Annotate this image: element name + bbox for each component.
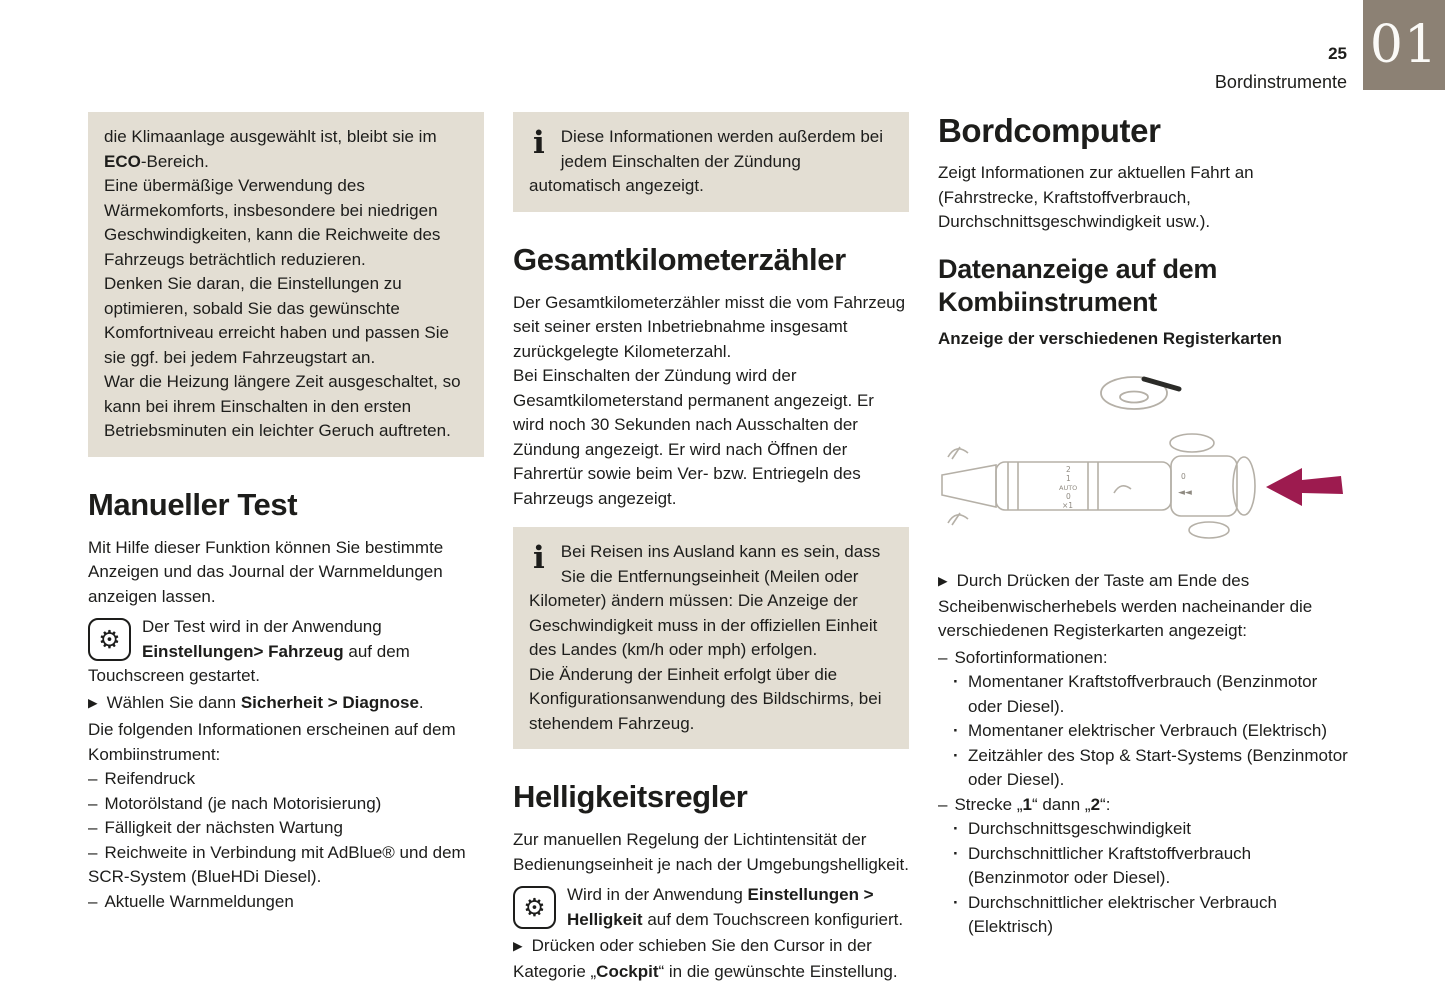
dot-icon: ·: [953, 721, 959, 740]
trip-data-list: [938, 646, 1348, 940]
dash-icon: –: [88, 818, 98, 837]
list-item-text: Reichweite in Verbindung mit AdBlue® und dem SCR-System (BlueHDi Diesel).: [88, 842, 466, 886]
dash-icon: –: [88, 842, 98, 862]
sub-list-item-text: Momentaner elektrischer Verbrauch (Elektrisch): [968, 721, 1328, 740]
chapter-title: Bordinstrumente: [1214, 71, 1347, 92]
section-heading-helligkeitsregler: Helligkeitsregler: [513, 779, 748, 814]
sub-list-item: [938, 891, 1348, 940]
list-item-text: Strecke „: [954, 794, 1023, 814]
instruction-text: Der Test wird in der Anwendung: [142, 617, 382, 636]
note-paragraph: War die Heizung längere Zeit ausgeschaltet, so kann bei ihrem Einschalten in den ersten Betriebsminuten ein leichter Geruch auftreten.: [104, 372, 461, 440]
note-paragraph: Die Änderung der Einheit erfolgt über die Konfigurationsanwendung des Bildschirms, bei stehendem Fahrzeug.: [529, 664, 882, 733]
dot-icon: ·: [953, 819, 959, 838]
action-instruction: [88, 691, 484, 717]
instruction-text-bold: Cockpit: [596, 961, 659, 981]
page-header: [1215, 42, 1347, 94]
stalk-label: AUTO: [1059, 484, 1078, 492]
list-item-text: Reifendruck: [104, 769, 196, 788]
dash-icon: –: [88, 769, 98, 788]
list-item-text: Fälligkeit der nächsten Wartung: [104, 818, 343, 837]
sub-list-item: [938, 719, 1348, 744]
section-heading-gesamtkilometerzaehler: Gesamtkilometerzähler: [513, 241, 846, 277]
stalk-label: ×1: [1062, 501, 1074, 510]
action-arrow-icon: ▶: [938, 573, 948, 588]
list-item: [88, 890, 484, 915]
sub-heading-datenanzeige: Datenanzeige auf dem Kombiinstrument: [938, 253, 1218, 317]
list-item: [938, 646, 1348, 671]
list-item-text: Sofortinformationen:: [954, 647, 1108, 667]
stalk-label: 1: [1066, 474, 1071, 483]
paragraph: Die folgenden Informationen erscheinen auf dem Kombiinstrument:: [88, 720, 456, 764]
stalk-label: 0: [1066, 492, 1071, 501]
section-heading-bordcomputer: Bordcomputer: [938, 112, 1161, 149]
wiper-stalk-illustration: [938, 363, 1348, 563]
note-paragraph: Eine übermäßige Verwendung des Wärmekomforts, insbesondere bei niedrigen Geschwindigkeiten, kann die Reichweite des Fahrzeugs beträchtlich reduzieren.: [104, 176, 441, 269]
sub-list-item-text: Durchschnittlicher elektrischer Verbrauch (Elektrisch): [968, 892, 1277, 936]
figure-label: Anzeige der verschiedenen Registerkarten: [938, 328, 1282, 348]
paragraph: Der Gesamtkilometerzähler misst die vom Fahrzeug seit seiner ersten Inbetriebnahme insgesamt zurückgelegte Kilometerzahl.: [513, 292, 906, 361]
dash-icon: –: [938, 794, 948, 814]
page-number: 25: [1328, 44, 1347, 63]
action-instruction: [938, 569, 1348, 644]
dot-icon: ·: [953, 892, 959, 912]
note-text: die Klimaanlage ausgewählt ist, bleibt sie im: [104, 127, 437, 146]
instruction-text-bold: Sicherheit > Diagnose: [240, 692, 419, 712]
stalk-label: 2: [1066, 465, 1071, 474]
climate-note-box: [88, 112, 484, 457]
note-text-bold: ECO: [104, 151, 141, 171]
chapter-number: 01: [1369, 14, 1439, 75]
list-item-text: “ dann „: [1031, 794, 1091, 814]
sub-list-item-text: Durchschnittsgeschwindigkeit: [968, 819, 1191, 838]
settings-instruction: [513, 883, 909, 932]
sub-list-item-text: Zeitzähler des Stop & Start-Systems (Benzinmotor oder Diesel).: [968, 745, 1348, 789]
stalk-sketch: [942, 434, 1255, 538]
dot-icon: ·: [953, 843, 959, 863]
action-arrow-icon: ▶: [88, 694, 98, 710]
instruction-text-bold: Einstellungen > Helligkeit: [567, 885, 874, 929]
column-middle: [513, 112, 909, 986]
note-paragraph: [104, 125, 468, 174]
info-list: [88, 767, 484, 914]
list-item-text-bold: 2: [1090, 794, 1101, 814]
note-text: -Bereich.: [140, 151, 209, 171]
instruction-text: Durch Drücken der Taste am Ende des Scheibenwischerhebels werden nacheinander die verschiedenen Registerkarten angezeigt:: [938, 571, 1313, 640]
instruction-text: .: [418, 692, 424, 712]
section-heading-manueller-test: Manueller Test: [88, 486, 298, 522]
note-paragraph: Bei Reisen ins Ausland kann es sein, dass Sie die Entfernungseinheit (Meilen oder Kilometer) ändern müssen: Die Anzeige der Geschwindigkeit muss in der offiziellen Einheit des Landes (km/h oder mph) erfolgen.: [529, 542, 881, 659]
settings-instruction: [88, 615, 484, 689]
note-paragraph: Denken Sie daran, die Einstellungen zu optimieren, sobald Sie das gewünschte Komfortniveau erreicht haben und passen Sie sie ggf. bei jedem Fahrzeugstart an.: [104, 274, 449, 367]
paragraph: Bei Einschalten der Zündung wird der Gesamtkilometerstand permanent angezeigt. Er wird noch 30 Sekunden nach Ausschalten der Zündung angezeigt. Er wird nach Öffnen der Fahrertür sowie beim Ver- bzw. Entriegeln des Fahrzeugs angezeigt.: [513, 366, 874, 508]
instruction-text: auf dem Touchscreen konfiguriert.: [642, 909, 904, 929]
list-item-text: Aktuelle Warnmeldungen: [104, 891, 294, 911]
list-item-text-bold: 1: [1022, 794, 1032, 814]
chapter-tab: [1363, 0, 1445, 90]
paragraph: Zur manuellen Regelung der Lichtintensität der Bedienungseinheit je nach der Umgebungshelligkeit.: [513, 830, 909, 874]
info-box: [513, 527, 909, 749]
dash-icon: –: [88, 793, 98, 813]
instruction-text-bold: Einstellungen> Fahrzeug: [142, 641, 344, 661]
action-instruction: [513, 934, 909, 984]
note-paragraph: Diese Informationen werden außerdem bei jedem Einschalten der Zündung automatisch angezeigt.: [529, 127, 884, 195]
list-item: [938, 793, 1348, 818]
instruction-text: “ in die gewünschte Einstellung.: [658, 961, 898, 981]
instruction-text: Drücken oder schieben Sie den Cursor in der Kategorie „: [513, 936, 872, 981]
list-item: [88, 792, 484, 817]
action-arrow-icon: ▶: [513, 938, 523, 953]
info-icon: i: [533, 540, 545, 576]
gear-icon: ⚙: [523, 893, 546, 922]
column-left: [88, 112, 484, 914]
dot-icon: ·: [953, 745, 959, 765]
list-item-text: “:: [1100, 794, 1111, 814]
sub-list-item-text: Durchschnittlicher Kraftstoffverbrauch (Benzinmotor oder Diesel).: [968, 843, 1252, 887]
gear-icon: ⚙: [98, 625, 121, 654]
settings-gear-icon-frame: [88, 618, 131, 661]
paragraph: Zeigt Informationen zur aktuellen Fahrt an (Fahrstrecke, Kraftstoffverbrauch, Durchschnittsgeschwindigkeit usw.).: [938, 163, 1254, 231]
dash-icon: –: [88, 891, 98, 911]
dash-icon: –: [938, 647, 948, 667]
sub-list-item: [938, 670, 1348, 719]
paragraph: Mit Hilfe dieser Funktion können Sie bestimmte Anzeigen und das Journal der Warnmeldungen anzeigen lassen.: [88, 537, 444, 606]
dot-icon: ·: [953, 672, 959, 691]
sub-list-item: [938, 842, 1348, 891]
list-item: [88, 816, 484, 841]
stalk-label: 0: [1181, 472, 1186, 481]
sub-list-item-text: Momentaner Kraftstoffverbrauch (Benzinmotor oder Diesel).: [968, 672, 1318, 716]
column-right: [938, 112, 1348, 940]
settings-gear-icon-frame: [513, 886, 556, 929]
list-item: [88, 841, 484, 890]
stalk-labels: [1059, 465, 1192, 510]
sub-list-item: [938, 817, 1348, 842]
pointer-arrow: [1266, 468, 1343, 506]
wheel-rim-bar: [1144, 379, 1179, 389]
sub-list-item: [938, 744, 1348, 793]
stalk-label: ◄◄: [1178, 488, 1192, 498]
info-icon: i: [533, 125, 545, 161]
instruction-text: auf dem Touchscreen gestartet.: [88, 641, 410, 685]
instruction-text: Wird in der Anwendung: [567, 885, 748, 904]
instruction-text: Wählen Sie dann: [106, 692, 241, 712]
list-item-text: Motorölstand (je nach Motorisierung): [104, 793, 382, 813]
list-item: [88, 767, 484, 792]
info-box: [513, 112, 909, 212]
